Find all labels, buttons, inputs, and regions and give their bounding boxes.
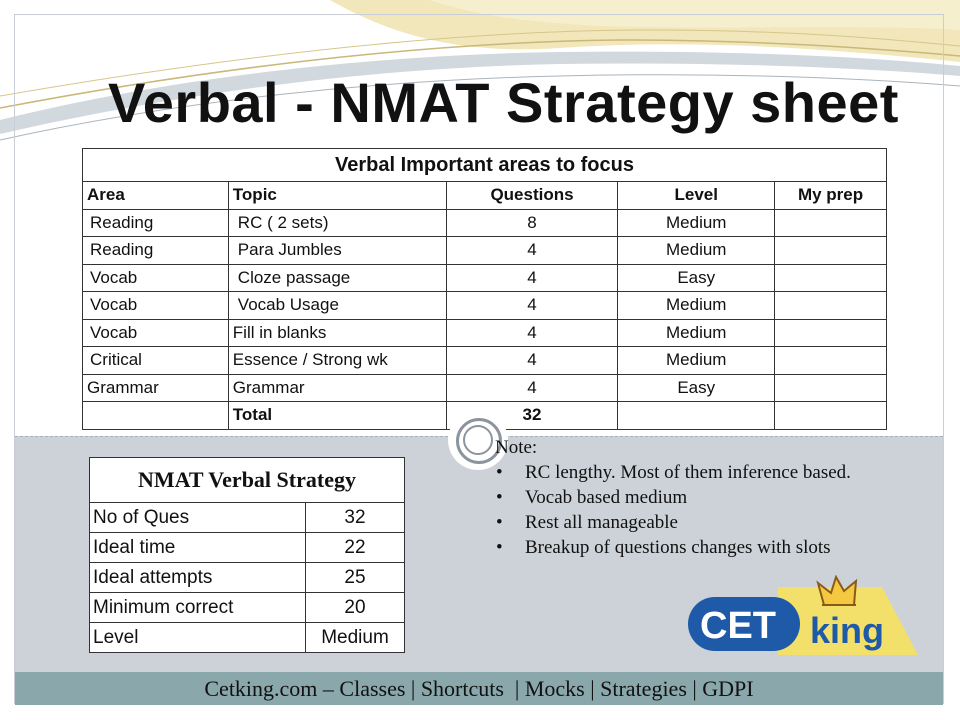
total-label: Total [228, 402, 446, 430]
strategy-label: Ideal attempts [90, 563, 306, 593]
focus-areas-table [82, 148, 887, 430]
strategy-row [90, 623, 405, 653]
cell-topic: RC ( 2 sets) [228, 209, 446, 237]
note-bullet: • Breakup of questions changes with slots [495, 535, 925, 560]
cell-level: Easy [618, 374, 775, 402]
strategy-label: Minimum correct [90, 593, 306, 623]
cell-my-prep[interactable] [775, 237, 887, 265]
crown-icon [818, 577, 856, 605]
header-my-prep: My prep [775, 182, 887, 210]
total-value: 32 [446, 402, 618, 430]
header-topic: Topic [228, 182, 446, 210]
table-row [83, 292, 887, 320]
table-caption-row [83, 149, 887, 182]
strategy-value: 25 [306, 563, 405, 593]
logo-text-king: king [810, 610, 885, 651]
cell-area: Grammar [83, 374, 229, 402]
cell-my-prep[interactable] [775, 402, 887, 430]
strategy-title: NMAT Verbal Strategy [90, 458, 405, 503]
cell-area: Vocab [83, 319, 229, 347]
cell-questions: 4 [446, 264, 618, 292]
cell-level: Easy [618, 264, 775, 292]
cell-questions: 4 [446, 347, 618, 375]
cell-questions: 4 [446, 374, 618, 402]
strategy-value: 32 [306, 503, 405, 533]
note-block [495, 435, 925, 560]
strategy-row [90, 563, 405, 593]
cell-my-prep[interactable] [775, 292, 887, 320]
table-row [83, 237, 887, 265]
note-bullet: • Vocab based medium [495, 485, 925, 510]
page-title: Verbal - NMAT Strategy sheet [108, 71, 899, 134]
cell-level: Medium [618, 347, 775, 375]
cell-level: Medium [618, 319, 775, 347]
strategy-row [90, 503, 405, 533]
strategy-row [90, 593, 405, 623]
cell-questions: 8 [446, 209, 618, 237]
strategy-row [90, 533, 405, 563]
cetking-logo [686, 575, 918, 655]
table-row [83, 374, 887, 402]
cell-area: Critical [83, 347, 229, 375]
table-row [83, 264, 887, 292]
note-bullet: • Rest all manageable [495, 510, 925, 535]
table-header-row [83, 182, 887, 210]
cell-level: Medium [618, 292, 775, 320]
strategy-value: Medium [306, 623, 405, 653]
cell-my-prep[interactable] [775, 374, 887, 402]
cell-my-prep[interactable] [775, 319, 887, 347]
footer-text: Cetking.com – Classes | Shortcuts | Mocks | Strategies | GDPI [204, 675, 754, 701]
cell-my-prep[interactable] [775, 347, 887, 375]
cell-area: Reading [83, 209, 229, 237]
strategy-title-row [90, 458, 405, 503]
cell-level: Medium [618, 209, 775, 237]
header-questions: Questions [446, 182, 618, 210]
cell-topic: Fill in blanks [228, 319, 446, 347]
cell-my-prep[interactable] [775, 264, 887, 292]
strategy-label: Level [90, 623, 306, 653]
strategy-label: No of Ques [90, 503, 306, 533]
cell-topic: Para Jumbles [228, 237, 446, 265]
header-area: Area [83, 182, 229, 210]
strategy-table [89, 457, 405, 653]
cell-topic: Essence / Strong wk [228, 347, 446, 375]
cell-questions: 4 [446, 237, 618, 265]
note-heading: Note: [495, 437, 538, 458]
footer-bar [15, 672, 943, 705]
table-row [83, 209, 887, 237]
header-level: Level [618, 182, 775, 210]
note-list [495, 460, 925, 560]
table-row [83, 347, 887, 375]
note-bullet: • RC lengthy. Most of them inference based. [495, 460, 925, 485]
logo-text-cet: CET [700, 605, 776, 647]
cell-level: Medium [618, 237, 775, 265]
cell-area: Reading [83, 237, 229, 265]
strategy-value: 22 [306, 533, 405, 563]
strategy-value: 20 [306, 593, 405, 623]
strategy-label: Ideal time [90, 533, 306, 563]
cell-questions: 4 [446, 292, 618, 320]
cell-questions: 4 [446, 319, 618, 347]
table-caption: Verbal Important areas to focus [83, 149, 887, 182]
cell-topic: Grammar [228, 374, 446, 402]
cell-topic: Vocab Usage [228, 292, 446, 320]
cell-area: Vocab [83, 292, 229, 320]
cell-area: Vocab [83, 264, 229, 292]
cell-topic: Cloze passage [228, 264, 446, 292]
table-row [83, 319, 887, 347]
cell-my-prep[interactable] [775, 209, 887, 237]
cell-area [83, 402, 229, 430]
cell-level [618, 402, 775, 430]
